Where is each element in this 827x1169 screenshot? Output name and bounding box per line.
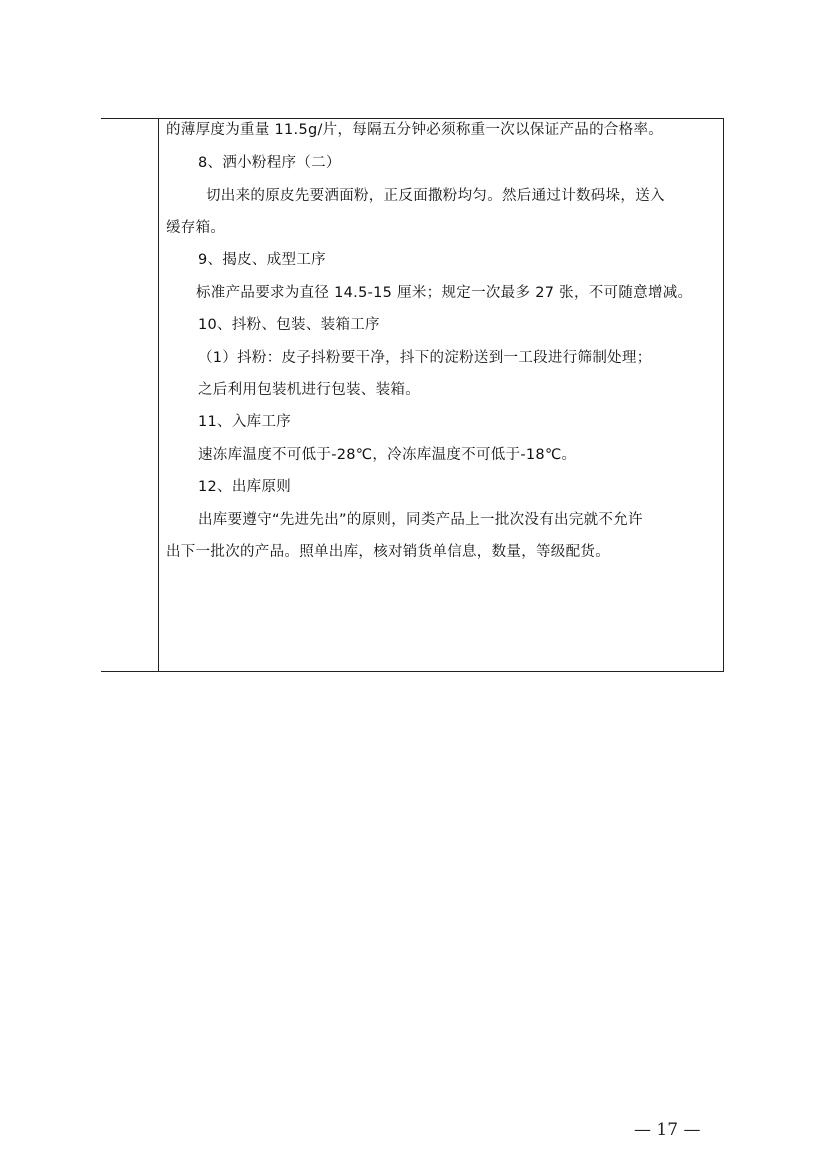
page-number: — 17 — [634,1120,701,1140]
text-line: 出库要遵守“先进先出”的原则，同类产品上一批次没有出完就不允许 [198,512,643,528]
content-table [101,118,724,672]
section-heading: 11、入库工序 [198,414,292,430]
text-line: 缓存箱。 [166,220,226,236]
text-line: 标准产品要求为直径 14.5-15 厘米；规定一次最多 27 张，不可随意增减。 [196,285,693,301]
text-line: 的薄厚度为重量 11.5g/片，每隔五分钟必须称重一次以保证产品的合格率。 [166,122,664,138]
section-heading: 10、抖粉、包装、装箱工序 [198,317,380,333]
section-heading: 9、揭皮、成型工序 [198,252,326,268]
table-content-cell [166,119,717,671]
text-line: 之后利用包装机进行包装、装箱。 [198,382,420,398]
section-heading: 12、出库原则 [198,479,292,495]
left-column-cell [101,119,158,671]
text-line: （1）抖粉：皮子抖粉要干净，抖下的淀粉送到一工段进行筛制处理； [198,350,652,366]
column-divider [158,119,159,671]
text-line: 切出来的原皮先要洒面粉，正反面撒粉均匀。然后通过计数码垛，送入 [206,188,665,204]
text-line: 出下一批次的产品。照单出库，核对销货单信息，数量，等级配货。 [166,544,610,560]
text-line: 速冻库温度不可低于-28℃，冷冻库温度不可低于-18℃。 [198,447,577,463]
section-heading: 8、洒小粉程序（二） [198,155,341,171]
